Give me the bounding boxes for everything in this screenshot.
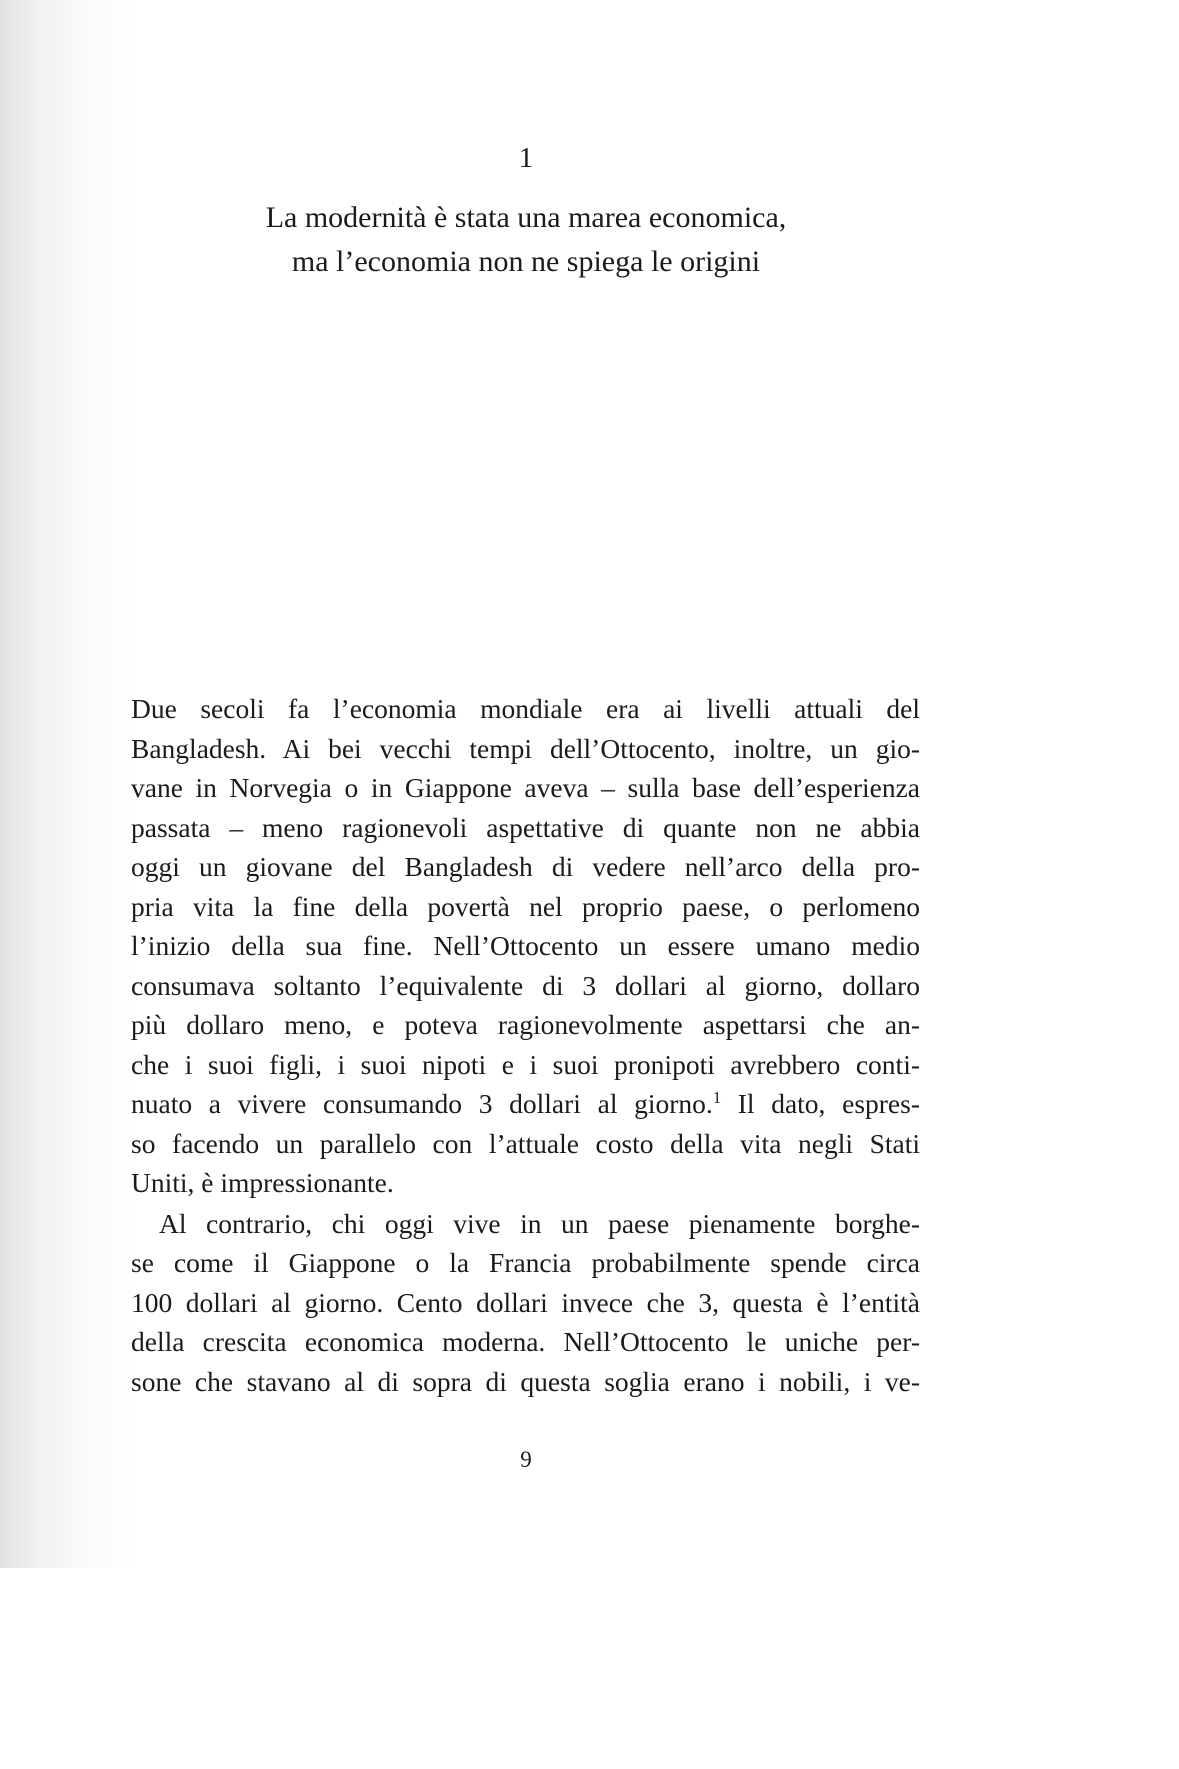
text-line: 100 dollari al giorno. Cento dollari invece che 3, questa è l’entità xyxy=(131,1286,920,1318)
text-line: oggi un giovane del Bangladesh di vedere nell’arco della pro- xyxy=(131,851,920,882)
text-line: l’inizio della sua fine. Nell’Ottocento un essere umano medio xyxy=(131,930,920,961)
chapter-number: 1 xyxy=(518,142,534,174)
text-line: Bangladesh. Ai bei vecchi tempi dell’Ottocento, inoltre, un gio- xyxy=(131,732,920,764)
footnote-marker: 1 xyxy=(712,1087,722,1107)
chapter-title-line-2: ma l’economia non ne spiega le origini xyxy=(291,245,761,278)
text-line: pria vita la fine della povertà nel proprio paese, o perlomeno xyxy=(131,890,920,922)
text-line: consumava soltanto l’equivalente di 3 dollari al giorno, dollaro xyxy=(131,969,920,1001)
text-line: so facendo un parallelo con l’attuale costo della vita negli Stati xyxy=(131,1127,920,1159)
text-line: della crescita economica moderna. Nell’Ottocento le uniche per- xyxy=(131,1326,920,1357)
text-line: più dollaro meno, e poteva ragionevolmente aspettarsi che an- xyxy=(131,1009,920,1040)
text-line: Due secoli fa l’economia mondiale era ai livelli attuali del xyxy=(131,693,920,724)
text-line: Uniti, è impressionante. xyxy=(131,1167,394,1198)
chapter-title-line-1: La modernità è stata una marea economica, xyxy=(265,201,787,234)
text-line: Al contrario, chi oggi vive in un paese pienamente borghe- xyxy=(159,1207,920,1239)
chapter-title xyxy=(0,196,1052,284)
text-line: passata – meno ragionevoli aspettative di quante non ne abbia xyxy=(131,811,920,843)
text-line-with-footnote xyxy=(131,1084,920,1124)
body-text xyxy=(131,689,920,1401)
text-line: che i suoi figli, i suoi nipoti e i suoi pronipoti avrebbero conti- xyxy=(131,1048,920,1080)
text-line: sone che stavano al di sopra di questa soglia erano i nobili, i ve- xyxy=(131,1365,920,1397)
text-line: se come il Giappone o la Francia probabilmente spende circa xyxy=(131,1247,920,1278)
text-line: vane in Norvegia o in Giappone aveva – sulla base dell’esperienza xyxy=(131,772,920,803)
page-number: 9 xyxy=(520,1447,532,1472)
text-segment: Il dato, espres- xyxy=(721,1088,920,1119)
text-segment: nuato a vivere consumando 3 dollari al giorno. xyxy=(131,1088,713,1119)
